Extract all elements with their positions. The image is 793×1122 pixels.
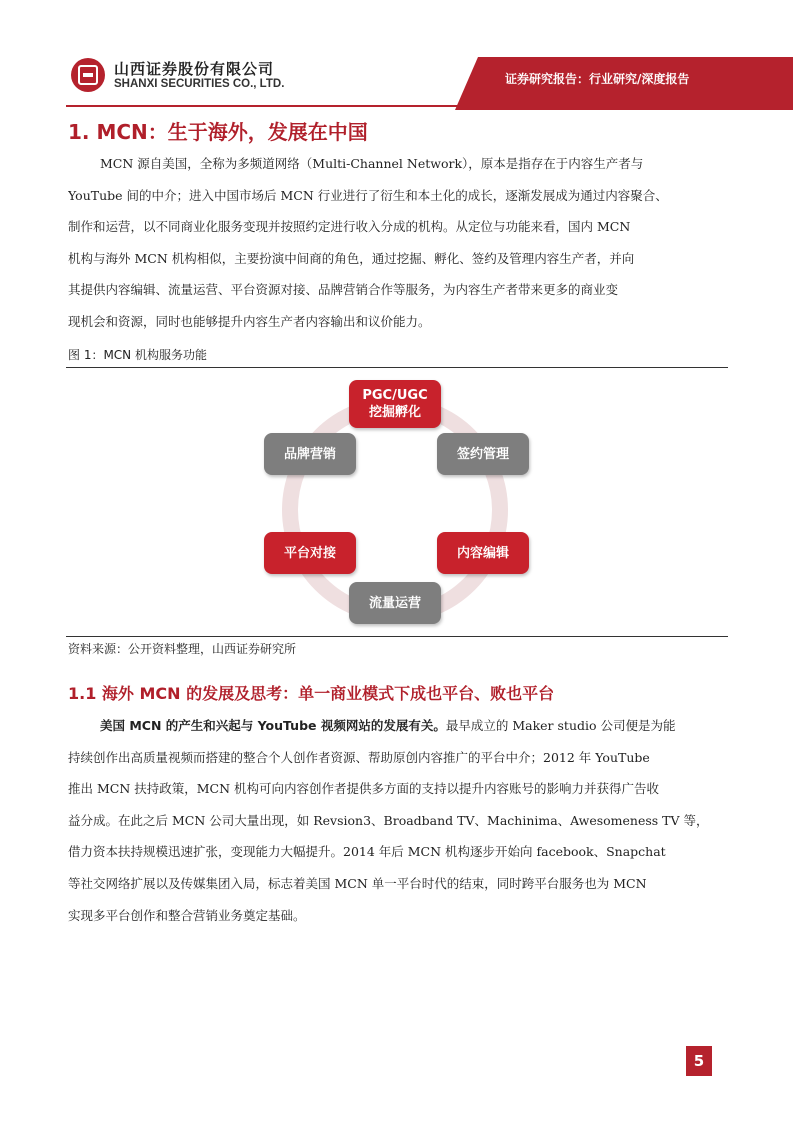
header-banner	[0, 0, 793, 110]
company-logo-icon	[71, 58, 105, 92]
node-brand-marketing: 品牌营销	[264, 433, 356, 475]
paragraph-line: 其提供内容编辑、流量运营、平台资源对接、品牌营销合作等服务，为内容生产者带来更多的商业变	[68, 282, 619, 298]
paragraph-line: 等社交网络扩展以及传媒集团入局，标志着美国 MCN 单一平台时代的结束，同时跨平台服务也为 MCN	[68, 875, 647, 891]
figure-source: 资料来源：公开资料整理，山西证券研究所	[68, 642, 297, 656]
page-number: 5	[686, 1046, 712, 1076]
paragraph-line: 实现多平台创作和整合营销业务奠定基础。	[68, 907, 306, 923]
paragraph-line: 持续创作出高质量视频而搭建的整合个人创作者资源、帮助原创内容推广的平台中介；2012 年 YouTube	[68, 749, 650, 765]
figure-caption: 图 1：MCN 机构服务功能	[68, 348, 207, 362]
section-1-paragraph	[68, 148, 724, 338]
figure-top-rule	[66, 367, 728, 368]
paragraph-line: 现机会和资源，同时也能够提升内容生产者内容输出和议价能力。	[68, 313, 431, 329]
section-1-1-paragraph	[68, 710, 724, 931]
section-1-title: 1. MCN：生于海外，发展在中国	[68, 120, 368, 144]
paragraph-line: 益分成。在此之后 MCN 公司大量出现，如 Revsion3、Broadband TV、Machinima、Awesomeness TV 等，	[68, 812, 709, 828]
paragraph-lead-rest: 最早成立的 Maker studio 公司便是为能	[445, 718, 676, 733]
report-type-label: 证券研究报告：行业研究/深度报告	[505, 72, 690, 86]
section-1-1-title: 1.1 海外 MCN 的发展及思考：单一商业模式下成也平台、败也平台	[68, 684, 555, 703]
node-pgc-ugc	[349, 380, 441, 428]
node-platform-docking: 平台对接	[264, 532, 356, 574]
node-traffic-operation: 流量运营	[349, 582, 441, 624]
company-name-en: SHANXI SECURITIES CO., LTD.	[114, 78, 285, 90]
node-pgc-ugc-line2: 挖掘孵化	[368, 405, 421, 420]
paragraph-line: MCN 源自美国，全称为多频道网络（Multi-Channel Network），原本是指存在于内容生产者与	[100, 156, 644, 171]
paragraph-line: 推出 MCN 扶持政策，MCN 机构可向内容创作者提供多方面的支持以提升内容账号的影响力并获得广告收	[68, 781, 660, 797]
figure-bottom-rule	[66, 636, 728, 637]
company-name-cn: 山西证券股份有限公司	[114, 60, 275, 78]
paragraph-line: 制作和运营，以不同商业化服务变现并按照约定进行收入分成的机构。从定位与功能来看，国内 MCN	[68, 219, 631, 235]
node-pgc-ugc-line1: PGC/UGC	[362, 388, 428, 403]
paragraph-line: YouTube 间的中介；进入中国市场后 MCN 行业进行了衍生和本土化的成长，逐渐发展成为通过内容聚合、	[68, 187, 668, 203]
paragraph-line: 借力资本扶持规模迅速扩张，变现能力大幅提升。2014 年后 MCN 机构逐步开始向 facebook、Snapchat	[68, 844, 666, 860]
paragraph-lead: 美国 MCN 的产生和兴起与 YouTube 视频网站的发展有关。	[100, 718, 446, 733]
node-signing-management: 签约管理	[437, 433, 529, 475]
paragraph-line	[68, 710, 724, 742]
paragraph-line: 机构与海外 MCN 机构相似，主要扮演中间商的角色，通过挖掘、孵化、签约及管理内容生产者，并向	[68, 250, 635, 266]
node-content-editing: 内容编辑	[437, 532, 529, 574]
